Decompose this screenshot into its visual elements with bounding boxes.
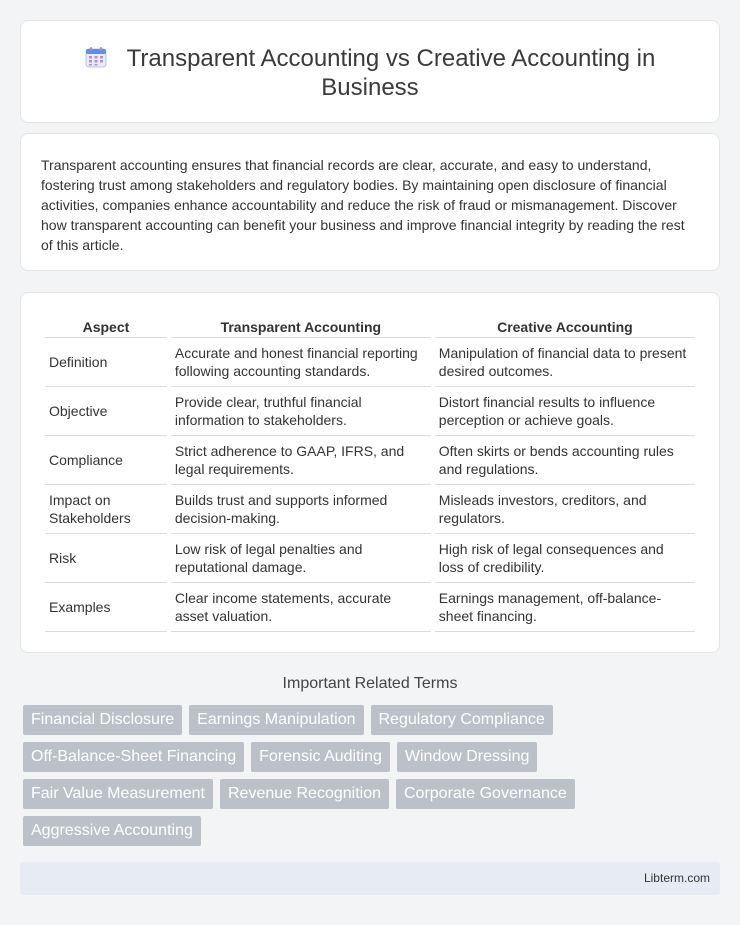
row-aspect: Examples <box>45 583 167 632</box>
related-term-tag[interactable]: Aggressive Accounting <box>23 816 201 846</box>
row-creative: Earnings management, off-balance-sheet financing. <box>435 583 695 632</box>
row-creative: High risk of legal consequences and loss of credibility. <box>435 534 695 583</box>
row-aspect: Objective <box>45 387 167 436</box>
header-creative: Creative Accounting <box>435 317 695 338</box>
intro-paragraph: Transparent accounting ensures that financial records are clear, accurate, and easy to understand, fostering trust among stakeholders and regulatory bodies. By maintaining open disclosure of financial activities, companies enhance accountability and reduce the risk of fraud or mismanagement. Discover how transparent accounting can benefit your business and improve financial integrity by reading the rest of this article. <box>41 157 685 253</box>
row-transparent: Strict adherence to GAAP, IFRS, and legal requirements. <box>171 436 431 485</box>
row-aspect: Risk <box>45 534 167 583</box>
related-term-tag[interactable]: Earnings Manipulation <box>189 705 363 735</box>
row-transparent: Accurate and honest financial reporting following accounting standards. <box>171 338 431 387</box>
row-creative: Distort financial results to influence perception or achieve goals. <box>435 387 695 436</box>
header-transparent: Transparent Accounting <box>171 317 431 338</box>
related-term-tag[interactable]: Corporate Governance <box>396 779 575 809</box>
row-transparent: Clear income statements, accurate asset valuation. <box>171 583 431 632</box>
related-term-tag[interactable]: Revenue Recognition <box>220 779 389 809</box>
related-term-tag[interactable]: Off-Balance-Sheet Financing <box>23 742 244 772</box>
table-header-row <box>45 317 695 338</box>
table-row <box>45 583 695 632</box>
row-creative: Misleads investors, creditors, and regulators. <box>435 485 695 534</box>
comparison-card <box>20 292 720 653</box>
table-row <box>45 387 695 436</box>
row-creative: Manipulation of financial data to present desired outcomes. <box>435 338 695 387</box>
intro-card <box>20 133 720 271</box>
related-terms-title: Important Related Terms <box>282 675 458 692</box>
row-aspect: Impact on Stakeholders <box>45 485 167 534</box>
calendar-icon <box>85 46 107 68</box>
related-term-tag[interactable]: Window Dressing <box>397 742 537 772</box>
related-term-tag[interactable]: Regulatory Compliance <box>371 705 553 735</box>
page-title-row <box>21 44 719 102</box>
row-aspect: Definition <box>45 338 167 387</box>
row-transparent: Low risk of legal penalties and reputational damage. <box>171 534 431 583</box>
header-card <box>20 20 720 123</box>
table-row <box>45 485 695 534</box>
row-creative: Often skirts or bends accounting rules and regulations. <box>435 436 695 485</box>
header-aspect: Aspect <box>45 317 167 338</box>
row-transparent: Provide clear, truthful financial information to stakeholders. <box>171 387 431 436</box>
table-row <box>45 338 695 387</box>
related-terms-list <box>23 705 583 846</box>
page-title: Transparent Accounting vs Creative Accounting in Business <box>126 45 656 101</box>
row-aspect: Compliance <box>45 436 167 485</box>
related-term-tag[interactable]: Fair Value Measurement <box>23 779 213 809</box>
table-row <box>45 436 695 485</box>
footer-site-link[interactable]: Libterm.com <box>643 871 710 885</box>
table-row <box>45 534 695 583</box>
comparison-table <box>41 317 699 632</box>
footer <box>20 862 720 895</box>
related-term-tag[interactable]: Forensic Auditing <box>251 742 390 772</box>
row-transparent: Builds trust and supports informed decision-making. <box>171 485 431 534</box>
related-term-tag[interactable]: Financial Disclosure <box>23 705 182 735</box>
